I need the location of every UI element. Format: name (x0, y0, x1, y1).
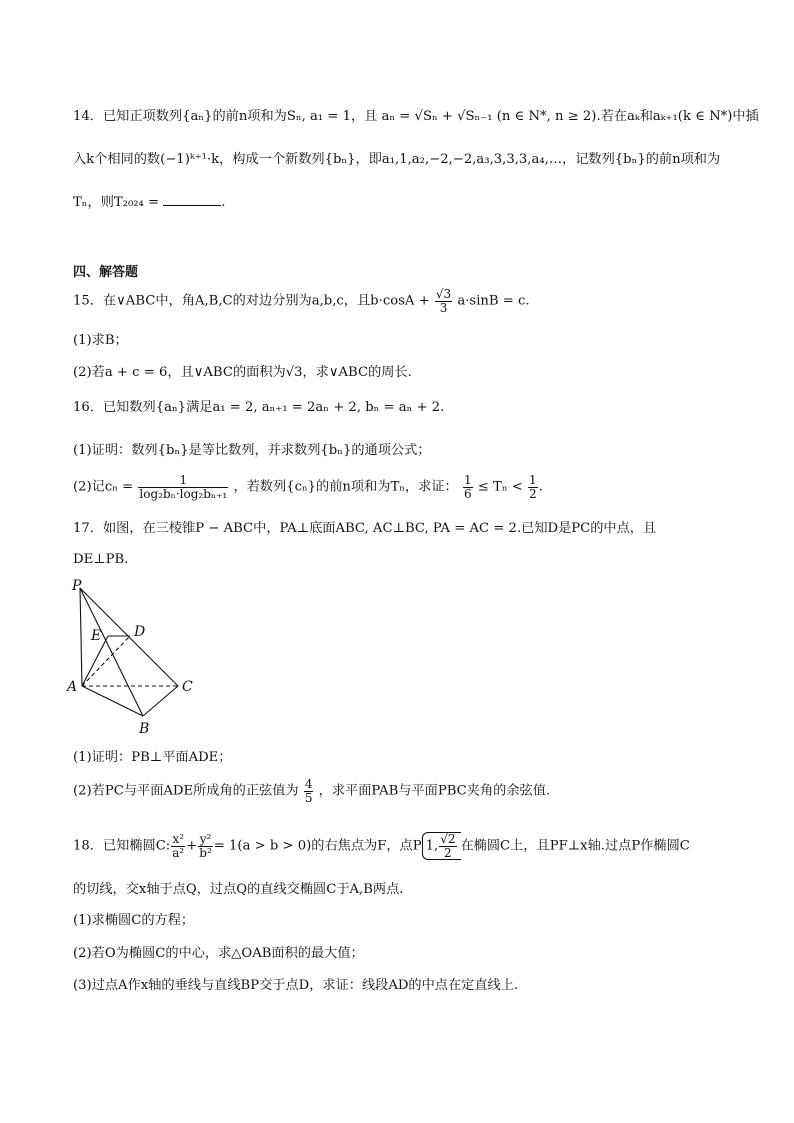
q18-point: 1, $\frac{√2}{2}$ (422, 832, 461, 860)
q16-stem: 16．已知数列{aₙ}满足a₁ = 2, aₙ₊₁ = 2aₙ + 2, bₙ = aₙ + 2. (73, 400, 445, 415)
q15-part-1: (1)求B； (73, 333, 128, 348)
edge-BC (143, 686, 178, 716)
q15-stem: 15．在∨ABC中，角A,B,C的对边分别为a,b,c，且b·cosA + $\frac{√3}{3}$ a·sinB = c. (73, 287, 530, 315)
q14-line-3: Tₙ，则T₂₀₂₄ = . (73, 195, 226, 210)
label-C: C (182, 679, 193, 695)
q17-line-1: 17．如图，在三棱锥P − ABC中，PA⊥底面ABC, AC⊥BC, PA = AC = 2.已知D是PC的中点，且 (73, 521, 657, 536)
label-E: E (91, 628, 102, 644)
section-heading: 四、解答题 (73, 265, 139, 280)
q18-part-2: (2)若O为椭圆C的中心，求△OAB面积的最大值； (73, 946, 364, 961)
edge-AD (82, 636, 130, 686)
answer-blank (163, 194, 221, 206)
q18-part-1: (1)求椭圆C的方程； (73, 913, 195, 928)
q16-part-2: (2)记cₙ = $\frac{1}{\text{log₂bₙ·log₂bₙ₊₁}}$ ，若数列{cₙ}的前n项和为Tₙ，求证： $\frac{1}{6}$ ≤ Tₙ < $\frac{1}{2}$ . (73, 473, 543, 501)
q16-cn-fraction: $\frac{1}{\text{log₂bₙ·log₂bₙ₊₁}}$ (139, 473, 228, 501)
q18-point-fraction: $\frac{√2}{2}$ (440, 832, 456, 860)
q17-part-1: (1)证明：PB⊥平面ADE； (73, 750, 232, 765)
edge-AB (82, 686, 143, 716)
q18-y-fraction: $\frac{\text{y²}}{\text{b²}}$ (199, 832, 212, 860)
q18-part-3: (3)过点A作x轴的垂线与直线BP交于点D，求证：线段AD的中点在定直线上. (73, 978, 519, 993)
edge-PA (80, 588, 82, 686)
q18-x-fraction: $\frac{\text{x²}}{\text{a²}}$ (172, 832, 185, 860)
q15-fraction: $\frac{√3}{3}$ (435, 287, 452, 315)
pyramid-figure (66, 578, 202, 738)
q16-part-1: (1)证明：数列{bₙ}是等比数列，并求数列{bₙ}的通项公式； (73, 443, 431, 458)
label-P: P (72, 578, 82, 594)
q16-lower-bound: $\frac{1}{6}$ (463, 473, 472, 501)
edge-PB (80, 588, 146, 716)
q14-line-1: 14．已知正项数列{aₙ}的前n项和为Sₙ, a₁ = 1，且 aₙ = √Sₙ + √Sₙ₋₁ (n ∈ N*, n ≥ 2).若在aₖ和aₖ₊₁(k ∈ N*)中插 (73, 109, 759, 124)
q16-upper-bound: $\frac{1}{2}$ (528, 473, 537, 501)
q17-fraction: $\frac{4}{5}$ (304, 777, 313, 805)
q15-part-2: (2)若a + c = 6，且∨ABC的面积为√3，求∨ABC的周长. (73, 365, 412, 380)
q17-part-2: (2)若PC与平面ADE所成角的正弦值为 $\frac{4}{5}$ ，求平面PAB与平面PBC夹角的余弦值. (73, 777, 551, 805)
q14-line-2: 入k个相同的数(−1)ᵏ⁺¹·k，构成一个新数列{bₙ}，即a₁,1,a₂,−2,−2,a₃,3,3,3,a₄,…，记数列{bₙ}的前n项和为 (73, 152, 721, 167)
q17-line-2: DE⊥PB. (73, 552, 129, 567)
label-A: A (67, 679, 78, 695)
label-B: B (139, 721, 150, 737)
q18-line-2: 的切线，交x轴于点Q，过点Q的直线交椭圆C于A,B两点. (73, 882, 404, 897)
label-D: D (134, 624, 146, 640)
q18-line-1: 18．已知椭圆C: $\frac{\text{x²}}{\text{a²}}$ + $\frac{\text{y²}}{\text{b²}}$ = 1(a > b > 0)的右焦点为F，点P 1, $\frac{√2}{2}$ 在椭圆C上，且PF⊥x轴.过点P作椭圆C (73, 832, 690, 860)
